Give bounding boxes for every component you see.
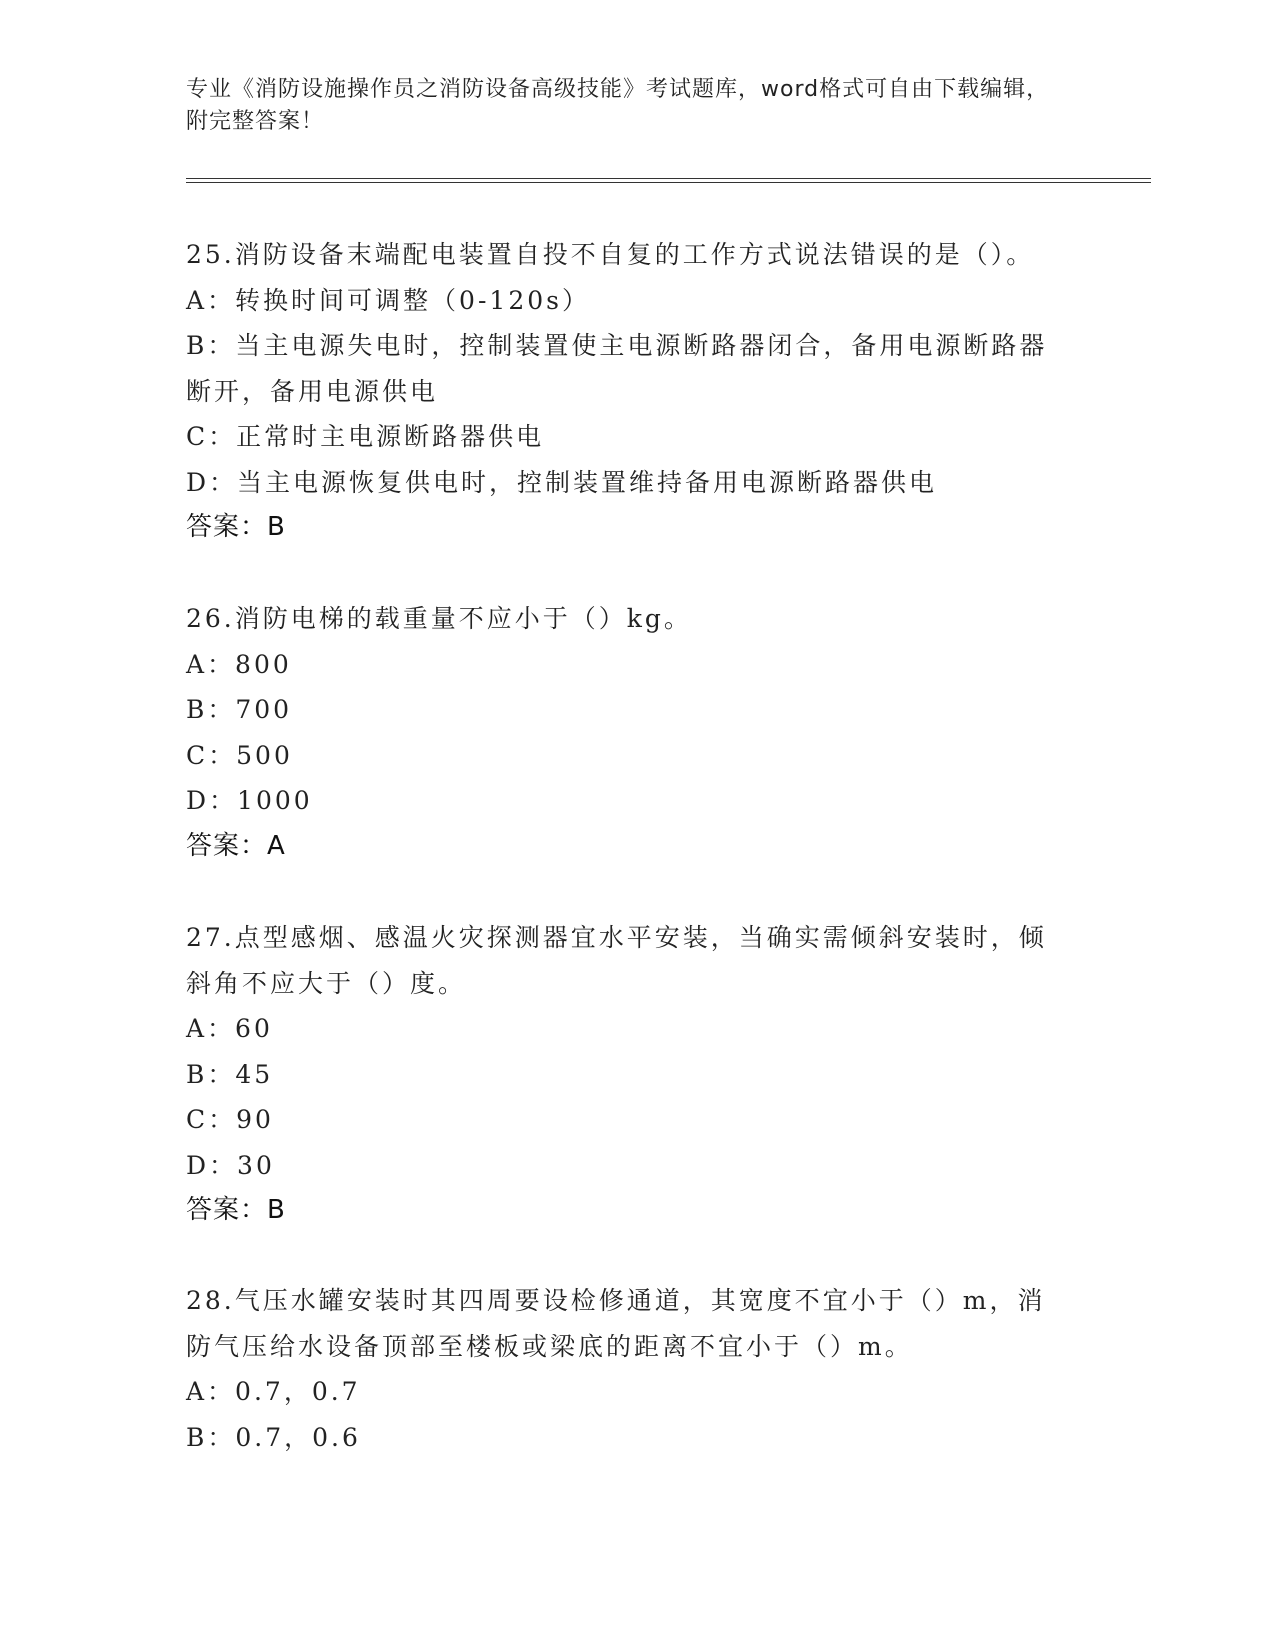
option-c: C：90 bbox=[186, 1105, 274, 1134]
option-b: B：45 bbox=[186, 1059, 274, 1089]
question-stem: 27.点型感烟、感温火灾探测器宜水平安装，当确实需倾斜安装时，倾斜角不应大于（）度。 bbox=[186, 923, 1047, 998]
header-divider-top bbox=[186, 178, 1151, 179]
question-stem: 26.消防电梯的载重量不应小于（）kg。 bbox=[186, 604, 692, 633]
option-a: A：800 bbox=[186, 649, 292, 679]
answer: 答案：B bbox=[186, 1195, 286, 1225]
header-divider-bottom bbox=[186, 182, 1151, 183]
option-d: D：1000 bbox=[186, 786, 313, 815]
option-a: A：转换时间可调整（0-120s） bbox=[186, 285, 590, 315]
question-26 bbox=[186, 596, 1066, 869]
question-28 bbox=[186, 1278, 1066, 1460]
option-d: D：30 bbox=[186, 1150, 275, 1180]
question-stem: 25.消防设备末端配电装置自投不自复的工作方式说法错误的是（）。 bbox=[186, 240, 1035, 269]
option-b: B：0.7，0.6 bbox=[186, 1422, 361, 1452]
option-a: A：60 bbox=[186, 1014, 273, 1043]
option-a: A：0.7，0.7 bbox=[186, 1377, 361, 1406]
question-25 bbox=[186, 232, 1066, 551]
option-c: C：500 bbox=[186, 740, 293, 770]
option-d: D：当主电源恢复供电时，控制装置维持备用电源断路器供电 bbox=[186, 467, 938, 497]
answer: 答案：B bbox=[186, 512, 286, 542]
option-c: C：正常时主电源断路器供电 bbox=[186, 422, 545, 451]
answer: 答案：A bbox=[186, 830, 286, 861]
document-header: 专业《消防设施操作员之消防设备高级技能》考试题库，word格式可自由下载编辑，附完整答案！ bbox=[186, 77, 1050, 134]
question-stem: 28.气压水罐安装时其四周要设检修通道，其宽度不宜小于（）m，消防气压给水设备顶部至楼板或梁底的距离不宜小于（）m。 bbox=[186, 1286, 1046, 1361]
option-b: B：当主电源失电时，控制装置使主电源断路器闭合，备用电源断路器断开，备用电源供电 bbox=[186, 331, 1048, 406]
question-27 bbox=[186, 915, 1066, 1234]
option-b: B：700 bbox=[186, 695, 293, 724]
